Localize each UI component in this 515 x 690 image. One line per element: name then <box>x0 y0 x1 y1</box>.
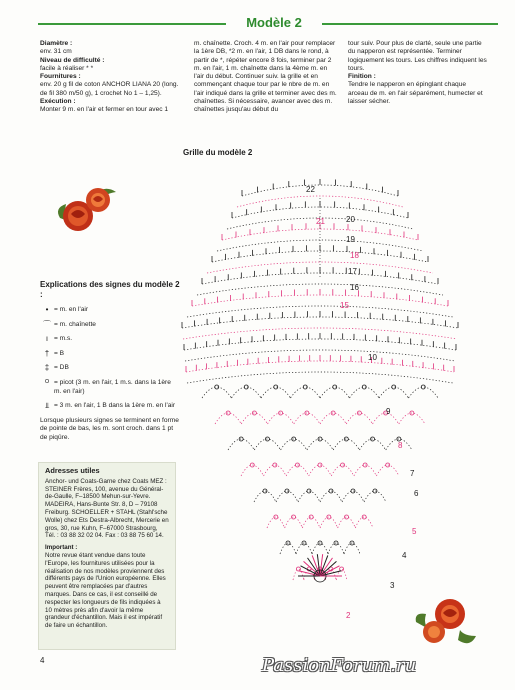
chart-round-label: 15 <box>340 301 349 310</box>
chart-picot <box>250 463 254 467</box>
chart-chain-row <box>186 361 454 372</box>
chart-picot <box>239 437 243 441</box>
execution-value: Monter 9 m. en l'air et fermer en tour avec 1 <box>40 106 169 114</box>
legend-item <box>40 306 180 315</box>
crochet-chart <box>170 158 470 630</box>
chain-icon: • <box>45 305 49 314</box>
chart-picot <box>295 463 299 467</box>
chart-round-label: 10 <box>368 353 377 362</box>
chart-picot <box>273 463 277 467</box>
chart-picot <box>331 411 335 415</box>
addresses-title: Adresses utiles <box>45 466 100 475</box>
chart-round-label: 17 <box>348 267 357 276</box>
chart-round-label: 4 <box>402 551 407 560</box>
important-label: Important : <box>45 544 78 552</box>
single-crochet-icon: ı <box>45 334 49 344</box>
finishing-text: Tendre le napperon en épinglant chaque arceau de m. en l'air séparément, humecter et laisser sécher. <box>348 81 483 106</box>
legend-title: Explications des signes du modèle 2 : <box>40 280 180 299</box>
page-header <box>38 16 498 30</box>
legend-item <box>40 379 180 396</box>
chart-chain-row <box>242 185 398 196</box>
chart-chain-row <box>184 339 456 350</box>
chart-round-label: 18 <box>350 251 359 260</box>
watermark: PassionForum.ru <box>262 655 417 676</box>
chart-round-label: 20 <box>346 215 355 224</box>
chart-picot <box>340 567 344 571</box>
chart-picot <box>252 411 256 415</box>
instructions-continuation: tour suiv. Pour plus de clarté, seule une partie du napperon est représentée. Terminer logiquement les tours. Les chiffres indiquent les tours. <box>348 40 487 72</box>
execution-label: Exécution : <box>40 98 76 106</box>
diameter-value: env. 31 cm <box>40 48 72 56</box>
chart-picot <box>305 411 309 415</box>
chart-round-label: 16 <box>350 283 359 292</box>
legend-item-text: = m.s. <box>54 335 73 343</box>
important-text: Notre revue étant vendue dans toute l'Europe, les fournitures utilisées pour la réalisation de nos modèles proviennent des différents pays de l'Union européenne. Elles peuvent être remplacées par d'autres marques. Dans ce cas, il est conseillé de respecter les longueurs de fils indiquées à 10 mètres près afin d'avoir la même grandeur d'échantillon. Mais il est impératif de faire un échantillon. <box>45 551 166 630</box>
chart-picot <box>292 437 296 441</box>
instructions-column-1 <box>40 40 180 115</box>
chart-round-label: 6 <box>414 489 419 498</box>
page-number: 4 <box>40 656 45 665</box>
picot-icon: ᴼ <box>44 377 50 387</box>
chart-round-label: 22 <box>306 185 315 194</box>
diameter-label: Diamètre : <box>40 40 73 47</box>
header-rule-left <box>38 23 226 25</box>
treble-icon: † <box>44 348 50 358</box>
chart-picot <box>344 437 348 441</box>
header-rule-right <box>322 23 498 25</box>
chart-chain-row <box>202 273 438 284</box>
chart-picot <box>279 411 283 415</box>
chart-round-label: 8 <box>398 441 403 450</box>
chart-picot <box>371 437 375 441</box>
chart-round-label: 9 <box>386 407 391 416</box>
chart-round-label: 21 <box>316 217 325 226</box>
chart-chain-row <box>187 372 453 383</box>
legend-item-text: = DB <box>54 364 69 372</box>
chart-picot <box>357 411 361 415</box>
difficulty-label: Niveau de difficulté : <box>40 56 105 64</box>
legend-note: Lorsque plusieurs signes se terminent en forme de pointe de bas, les m. sont croch. dans 1 pt de piqûre. <box>40 416 179 441</box>
chart-round-label: 3 <box>390 581 395 590</box>
slip-stitch-icon: ⌒ <box>43 319 51 329</box>
chart-picot <box>363 463 367 467</box>
difficulty-value: facile à réaliser * * <box>40 64 94 72</box>
legend-item-text: = m. chaînette <box>54 320 96 328</box>
instructions-column-2: m. chaînette. Croch. 4 m. en l'air pour remplacer la 1ère DB, *2 m. en l'air, 1 DB dans le rond, à partir de *, répéter encore 8 fois, terminer par 2 m. en l'air, 1 m. chaînette dans la 4ème m. en l'air du début. Continuer suiv. la grille et en commençant chaque tour par le nbre de m. en l'air indiqué dans la grille et terminer avec des m. chaînettes. Si nécessaire, avancer avec des m. chaînettes jusqu'au début du <box>194 40 337 114</box>
legend-item <box>40 335 180 344</box>
supplies-label: Fournitures : <box>40 73 81 81</box>
chart-round-label: 7 <box>410 469 415 478</box>
page-title: Modèle 2 <box>246 15 302 30</box>
chart-picot <box>318 463 322 467</box>
rose-decoration-top <box>52 178 124 242</box>
chart-picot <box>226 411 230 415</box>
grid-title: Grille du modèle 2 <box>183 148 253 157</box>
chart-picot <box>410 411 414 415</box>
chart-chain-row <box>182 317 458 328</box>
chart-round-label: 5 <box>412 527 417 536</box>
legend-item-text: = 3 m. en l'air, 1 B dans la 1ère m. en l'air <box>54 402 176 410</box>
addresses-box <box>38 462 176 650</box>
chart-picot <box>265 437 269 441</box>
chart-picot <box>386 463 390 467</box>
chart-picot <box>341 463 345 467</box>
legend-item <box>40 364 180 373</box>
double-treble-icon: ‡ <box>44 363 50 373</box>
chart-picot <box>296 567 300 571</box>
legend-item-text: = m. en l'air <box>54 306 89 313</box>
legend <box>40 280 180 443</box>
legend-item-text: = picot (3 m. en l'air, 1 m.s. dans la 1ère m. en l'air) <box>54 378 171 395</box>
chart-round-label: 2 <box>346 611 351 620</box>
chart-picot <box>318 437 322 441</box>
supplies-value: env. 20 g fil de coton ANCHOR LIANA 20 (long. de fil 380 m/50 g), 1 crochet No 1 – 1,25). <box>40 81 179 97</box>
addresses-text: Anchor- und Coats-Garne chez Coats MEZ : STEINER Frères, 100, avenue du Général-de-Gaulle, F–18500 Mehun-sur-Yevre. MADEIRA, Hans-Bunte Str. 8, D – 79108 Freiburg. SCHOELLER + STAHL (Stahl'sche Wolle) chez Ets Destra-Albrecht, Mercerie en gros, 30, rue Kuhn, F–67000 Strasbourg, Tél. : 03 88 32 02 04. Fax : 03 88 75 60 14. <box>45 477 169 540</box>
chart-round-label: 19 <box>346 235 355 244</box>
finishing-label: Finition : <box>348 73 376 81</box>
legend-item <box>40 350 180 359</box>
chain-treble-icon: ⫫ <box>44 401 50 411</box>
legend-item <box>40 402 180 411</box>
legend-item-text: = B <box>54 349 65 357</box>
legend-item <box>40 321 180 330</box>
instructions-column-3 <box>348 40 488 106</box>
